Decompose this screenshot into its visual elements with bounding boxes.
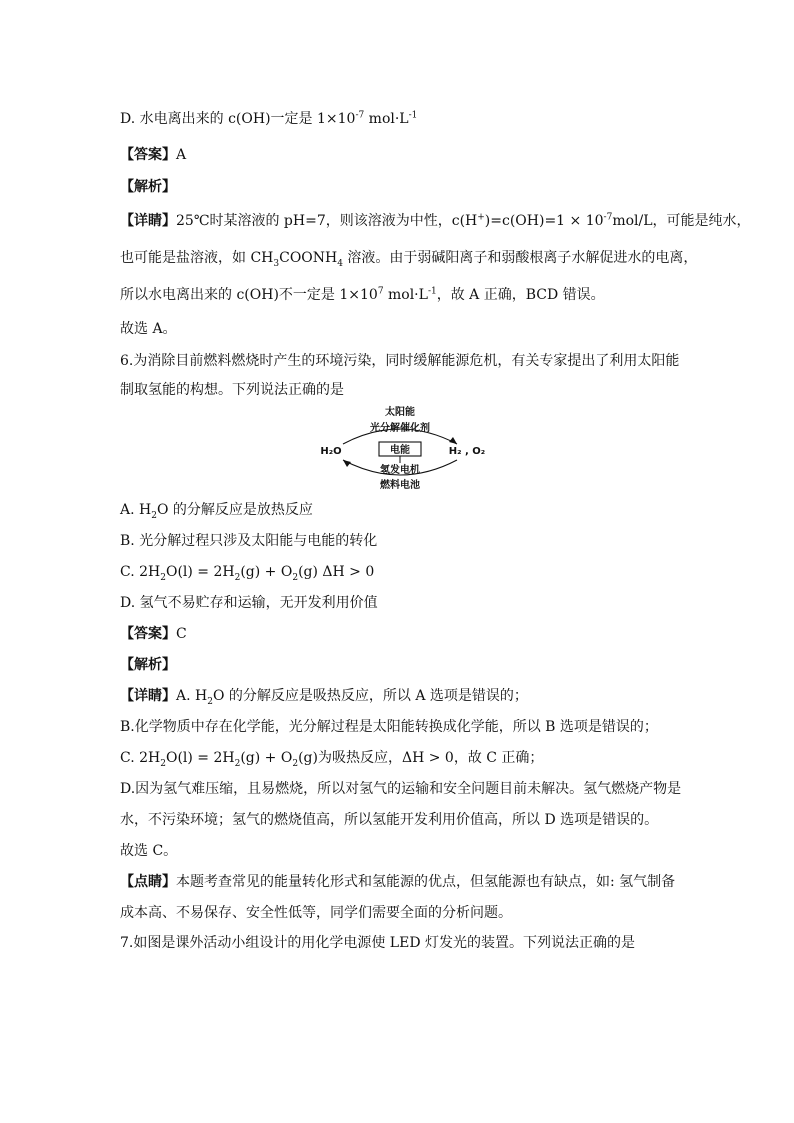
q6-option-d: D. 氢气不易贮存和运输，无开发利用价值	[120, 595, 378, 611]
q6-detail-d-line-1: D.因为氢气难压缩，且易燃烧，所以对氢气的运输和安全问题目前未解决。氢气燃烧产物是	[120, 781, 682, 797]
q5-option-d: D. 水电离出来的 c(OH)一定是 $1\times 10^{-7}$ $mol\cdot L^{-1}$	[120, 110, 418, 127]
q6-option-c: C. $2H_2O(l) = 2H_2(g) + O_2(g) \Delta H > 0$	[120, 564, 375, 583]
q6-stem-line-2: 制取氢能的构想。下列说法正确的是	[120, 382, 344, 398]
q5-detail-line-2: 也可能是盐溶液，如 $CH_3COONH_4$ 溶液。由于弱碱阳离子和弱酸根离子水解促进水的电离，	[120, 250, 698, 269]
q6-point-line-1: 【点睛】本题考查常见的能量转化形式和氢能源的优点，但氢能源也有缺点，如: 氢气制备	[120, 874, 676, 890]
diagram-top-label: 太阳能	[385, 407, 415, 418]
diagram-top-arrowhead	[449, 437, 457, 444]
diagram-center-label: 电能	[390, 445, 410, 456]
diagram-left-label: H₂O	[320, 446, 342, 457]
diagram-right-label: H₂ , O₂	[448, 446, 485, 457]
q7-stem: 7.如图是课外活动小组设计的用化学电源使 LED 灯发光的装置。下列说法正确的是	[120, 935, 635, 951]
q6-conclusion: 故选 C。	[120, 843, 178, 859]
q6-point-line-2: 成本高、不易保存、安全性低等，同学们需要全面的分析问题。	[120, 905, 512, 921]
q5-detail-line-1: 【详睛】25℃时某溶液的 pH=7，则该溶液为中性，$c(H^+)=c(OH)=1 \times 10^{-7}mol/L$，可能是纯水，	[120, 212, 751, 229]
diagram-bottom-label: 燃料电池	[380, 480, 420, 491]
q6-answer: 【答案】C	[120, 626, 187, 642]
q6-analysis-label: 【解析】	[120, 657, 176, 673]
q6-option-a: A. $H_2O$ 的分解反应是放热反应	[120, 502, 313, 521]
diagram-bottom-arrowhead	[343, 460, 351, 467]
q5-conclusion: 故选 A。	[120, 321, 177, 337]
q5-analysis-label: 【解析】	[120, 179, 176, 195]
diagram-bottom-arc-label: 氢发电机	[380, 465, 420, 476]
q6-detail-a: 【详睛】A. $H_2O$ 的分解反应是吸热反应，所以 A 选项是错误的；	[120, 688, 528, 707]
q6-stem-line-1: 6.为消除目前燃料燃烧时产生的环境污染，同时缓解能源危机，有关专家提出了利用太阳能	[120, 353, 680, 369]
q6-option-b: B. 光分解过程只涉及太阳能与电能的转化	[120, 533, 378, 549]
q5-detail-line-3: 所以水电离出来的 c(OH)不一定是 $1\times 10^7$ $mol\cdot L^{-1}$，故 A 正确，BCD 错误。	[120, 286, 605, 303]
diagram-top-arc-label: 光分解催化剂	[370, 423, 430, 434]
energy-cycle-diagram	[315, 404, 485, 494]
q6-detail-d-line-2: 水，不污染环境；氢气的燃烧值高，所以氢能开发利用价值高，所以 D 选项是错误的。	[120, 812, 659, 828]
q5-answer: 【答案】A	[120, 147, 187, 163]
q6-detail-b: B.化学物质中存在化学能，光分解过程是太阳能转换成化学能，所以 B 选项是错误的；	[120, 719, 658, 735]
q6-detail-c: C. $2H_2O(l) = 2H_2(g) + O_2(g)$为吸热反应，ΔH > 0，故 C 正确；	[120, 750, 544, 769]
